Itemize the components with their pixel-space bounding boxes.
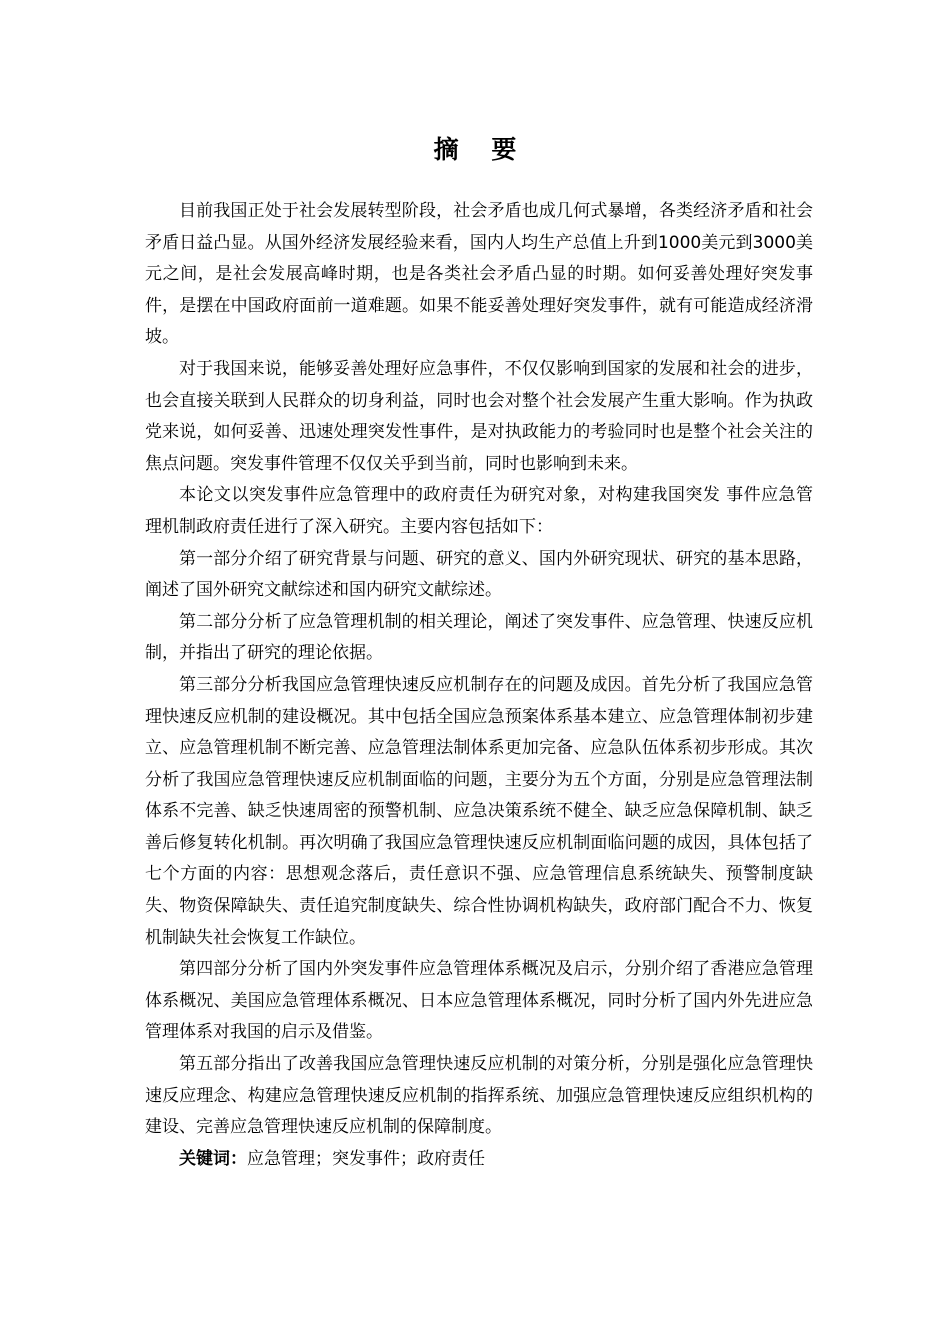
- paragraph-8: 第五部分指出了改善我国应急管理快速反应机制的对策分析，分别是强化应急管理快速反应理念、构建应急管理快速反应机制的指挥系统、加强应急管理快速反应组织机构的建设、完善应急管理快速反应机制的保障制度。: [145, 1054, 813, 1138]
- keywords-label: 关键词：: [179, 1148, 247, 1169]
- abstract-body: [145, 196, 813, 1175]
- paragraph-3: 本论文以突发事件应急管理中的政府责任为研究对象，对构建我国突发 事件应急管理机制政府责任进行了深入研究。主要内容包括如下：: [145, 485, 813, 537]
- keywords-line: [145, 1144, 813, 1176]
- paragraph-4: 第一部分介绍了研究背景与问题、研究的意义、国内外研究现状、研究的基本思路，阐述了国外研究文献综述和国内研究文献综述。: [145, 548, 813, 601]
- page-title: 摘 要: [433, 135, 529, 164]
- paragraph-6: 第三部分分析我国应急管理快速反应机制存在的问题及成因。首先分析了我国应急管理快速反应机制的建设概况。其中包括全国应急预案体系基本建立、应急管理体制初步建立、应急管理机制不断完善、应急管理法制体系更加完备、应急队伍体系初步形成。其次分析了我国应急管理快速反应机制面临的问题，主要分为五个方面，分别是应急管理法制体系不完善、缺乏快速周密的预警机制、应急决策系统不健全、缺乏应急保障机制、缺乏善后修复转化机制。再次明确了我国应急管理快速反应机制面临问题的成因，具体包括了七个方面的内容：思想观念落后，责任意识不强、应急管理信息系统缺失、预警制度缺失、物资保障缺失、责任追究制度缺失、综合性协调机构缺失，政府部门配合不力、恢复机制缺失社会恢复工作缺位。: [145, 674, 813, 948]
- keywords-text: 应急管理；突发事件；政府责任: [247, 1148, 485, 1169]
- paragraph-2: 对于我国来说，能够妥善处理好应急事件，不仅仅影响到国家的发展和社会的进步，也会直接关联到人民群众的切身利益，同时也会对整个社会发展产生重大影响。作为执政党来说，如何妥善、迅速处理突发性事件，是对执政能力的考验同时也是整个社会关注的焦点问题。突发事件管理不仅仅关乎到当前，同时也影响到未来。: [145, 358, 813, 474]
- paragraph-1: 目前我国正处于社会发展转型阶段，社会矛盾也成几何式暴增，各类经济矛盾和社会矛盾日益凸显。从国外经济发展经验来看，国内人均生产总值上升到1000美元到3000美元之间，是社会发展高峰时期，也是各类社会矛盾凸显的时期。如何妥善处理好突发事件，是摆在中国政府面前一道难题。如果不能妥善处理好突发事件，就有可能造成经济滑坡。: [145, 201, 813, 348]
- paragraph-7: 第四部分分析了国内外突发事件应急管理体系概况及启示，分别介绍了香港应急管理体系概况、美国应急管理体系概况、日本应急管理体系概况，同时分析了国内外先进应急管理体系对我国的启示及借鉴。: [145, 959, 813, 1043]
- paragraph-5: 第二部分分析了应急管理机制的相关理论，阐述了突发事件、应急管理、快速反应机制，并指出了研究的理论依据。: [145, 611, 813, 664]
